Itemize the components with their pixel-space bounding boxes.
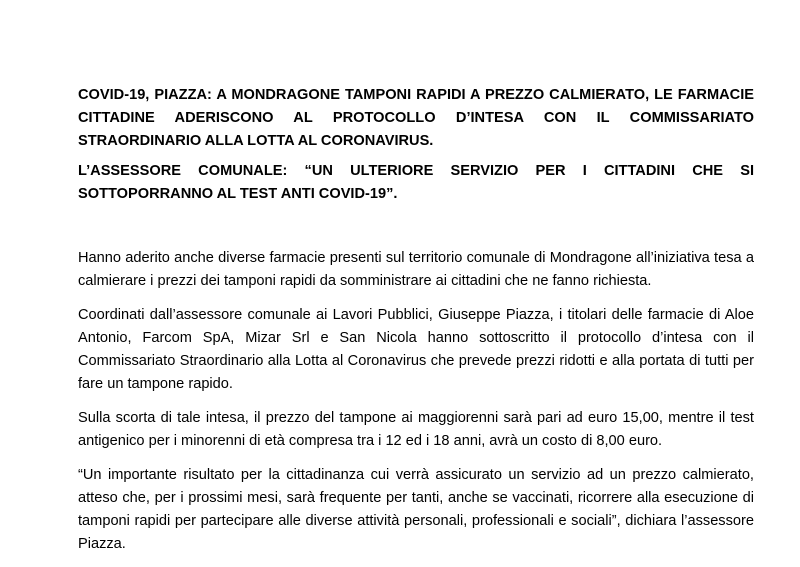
paragraph-3: Sulla scorta di tale intesa, il prezzo del tampone ai maggiorenni sarà pari ad euro 15,00, mentre il test antigenico per i minorenni di età compresa tra i 12 ed i 18 anni, avrà un costo di 8,00 euro. — [78, 410, 754, 449]
paragraph-1: Hanno aderito anche diverse farmacie presenti sul territorio comunale di Mondragone all’iniziativa tesa a calmierare i prezzi dei tamponi rapidi da somministrare ai cittadini che ne fanno richiesta. — [78, 250, 754, 289]
paragraph-4: “Un importante risultato per la cittadinanza cui verrà assicurato un servizio ad un prezzo calmierato, atteso che, per i prossimi mesi, sarà frequente per tanti, anche se vaccinati, ricorrere alla esecuzione di tamponi rapidi per partecipare alle diverse attività personali, professionali e sociali”, dichiara l’assessore Piazza. — [78, 467, 754, 552]
paragraph-2: Coordinati dall’assessore comunale ai Lavori Pubblici, Giuseppe Piazza, i titolari delle farmacie di Aloe Antonio, Farcom SpA, Mizar Srl e San Nicola hanno sottoscritto il protocollo d’intesa con il Commissariato Straordinario alla Lotta al Coronavirus che prevede prezzi ridotti e alla portata di tutti per fare un tampone rapido. — [78, 307, 754, 392]
document-page — [78, 84, 754, 567]
headline: COVID-19, PIAZZA: A MONDRAGONE TAMPONI RAPIDI A PREZZO CALMIERATO, LE FARMACIE CITTADINE ADERISCONO AL PROTOCOLLO D’INTESA CON IL COMMISSARIATO STRAORDINARIO ALLA LOTTA AL CORONAVIRUS. — [78, 87, 754, 149]
article-body — [78, 247, 754, 556]
subheadline: L’ASSESSORE COMUNALE: “UN ULTERIORE SERVIZIO PER I CITTADINI CHE SI SOTTOPORRANNO AL TEST ANTI COVID-19”. — [78, 163, 754, 202]
